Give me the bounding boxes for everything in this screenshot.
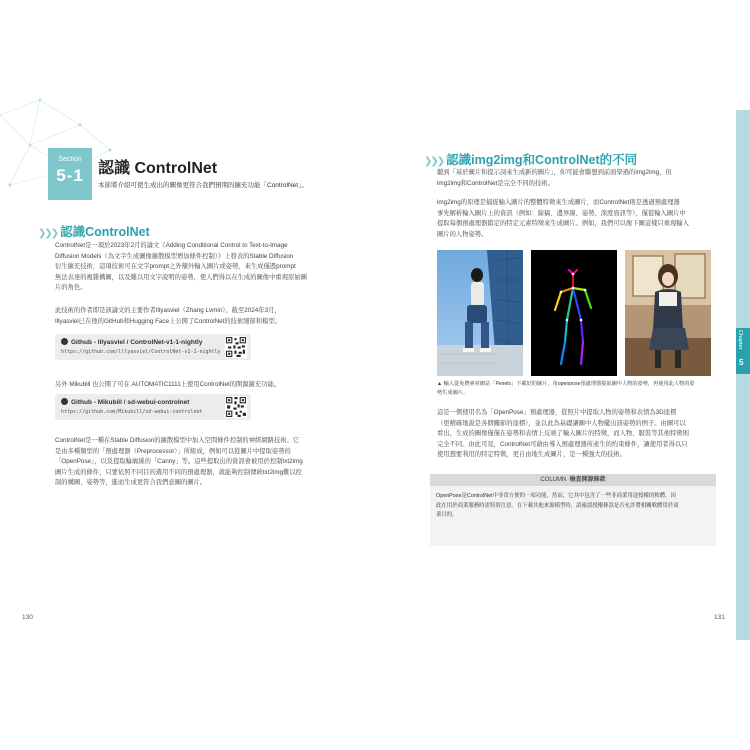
paragraph-mikubill	[55, 380, 345, 391]
text-line: 提取每個預處理器鎖定的特定元素特徵來生成圖片。例如，我們可以像下圖這樣只重現輸入	[437, 220, 689, 228]
github-link-card[interactable]	[55, 334, 251, 360]
text-line: ControlNet是一種在Stable Diffusion的擴散模型中加入空間條件控制的神經網路技術。它	[55, 437, 300, 444]
caption-line: ▲ 輸入從免費素材網站「Pexels」下載好的圖片，用openpose預處理器提取圖中人物的姿勢，再使用此人物的姿	[437, 381, 695, 387]
page-number-right: 131	[714, 614, 725, 621]
text-line: ControlNet是一項於2023年2月的論文《Adding Conditional Control to Text-to-Image	[55, 242, 288, 249]
text-line: 另外 Mikubill 也公開了可在 AUTOMATIC1111上使用ControlNet的開源擴充功能。	[55, 381, 281, 388]
section-subtitle: 本節將介紹可使生成出的圖像更符合我們預期的擴充功能「ControlNet」。	[98, 182, 308, 189]
text-line: 片的角色。	[55, 284, 87, 292]
section-badge	[48, 148, 92, 200]
text-line: 「OpenPose」，以及提取輪廓線的「Canny」等。這些提取出的資訊會被用於控制txt2img	[55, 458, 303, 466]
text-line: 是由多種類型的「預處理器（Preprocessor）」所組成，例如可以從圖片中提取姿勢的	[55, 447, 291, 455]
chevron-right-icon: ❯❯❯	[424, 156, 444, 167]
paragraph-openpose-example	[437, 408, 717, 461]
text-line: 無法表達的複雜構圖，以及難以用文字說明的姿勢，使人們得以在生成的圖像中重現原始圖	[55, 273, 307, 281]
openpose-skeleton-image	[531, 250, 617, 376]
caption-line: 勢生成圖片。	[437, 389, 469, 396]
page-number-left: 130	[22, 614, 33, 621]
chevron-right-icon: ❯❯❯	[38, 228, 58, 239]
github-icon	[61, 338, 68, 345]
heading-text: 認識ControlNet	[60, 225, 150, 239]
text-line: 這是一個使用名為「OpenPose」預處理器，從照片中提取人物的姿勢和表情為3D座標	[437, 409, 677, 416]
text-line: 事先解析輸入圖片上的資訊（例如：線稿、邊界線、姿勢、深度資訊等），僅從輸入圖片中	[437, 209, 686, 217]
input-photo-image	[437, 250, 523, 376]
text-line: 制的構圖、姿勢等，進而生成更符合我們意圖的圖片。	[55, 479, 207, 487]
text-line: img2img的原理是捕捉輸入圖片的整體特徵來生成圖片，而ControlNet則是透過預處理器	[437, 199, 680, 206]
qr-code-icon	[225, 336, 247, 358]
heading-text: 認識img2img和ControlNet的不同	[446, 153, 638, 167]
paragraph-intro	[55, 241, 345, 294]
qr-code-icon	[225, 396, 247, 418]
text-line: Diffusion Models（為文字生成圖像擴散模型增加條件控制）》上發表的Stable Diffusion	[55, 252, 294, 260]
github-card-title	[61, 338, 202, 346]
text-line: Illyasviel已在他的GitHub和Hugging Face上公開了ControlNet的技術細節和模型。	[55, 317, 282, 325]
github-title-text: Github - lllyasviel / ControlNet-v1-1-nightly	[71, 339, 203, 346]
text-line: 此技術的作者即是該論文的主要作者Illyasviel（Zhang Lvmin）。截至2024年3月，	[55, 307, 281, 314]
github-card-title	[61, 398, 189, 406]
chapter-label: Chapter	[737, 330, 743, 350]
github-url: https://github.com/lllyasviel/ControlNet-v1-1-nightly	[61, 349, 221, 355]
github-icon	[61, 398, 68, 405]
section-number: 5-1	[56, 166, 84, 185]
heading-img2img-vs-controlnet	[424, 150, 637, 168]
github-url: https://github.com/Mikubill/sd-webui-controlnet	[61, 409, 203, 415]
chapter-side-tab	[736, 110, 750, 640]
column-title: 檢查開源條款	[569, 477, 606, 483]
text-line: 此在用於商業服務時需特別注意。在下載其他來源模型時，請確認授權條款是否允許將相關軟體用於商	[436, 502, 679, 509]
text-line: 完全不同。由此可見，ControlNet可藉由導入預處理器所產生的約束條件，讓使用者得以只	[437, 440, 688, 448]
column-note-box	[430, 474, 716, 546]
heading-controlnet	[38, 222, 150, 240]
page-title: 認識 ControlNet	[98, 160, 218, 177]
column-header	[430, 474, 716, 486]
text-line: 圖片的人物姿勢。	[437, 230, 488, 238]
github-title-text: Github - Mikubill / sd-webui-controlnet	[71, 399, 190, 406]
text-line: 業目的。	[436, 512, 458, 519]
github-link-card[interactable]	[55, 394, 251, 420]
paragraph-controlnet-detail	[55, 436, 345, 489]
text-line: 看出，生成的圖像僅僅在姿勢和表情上反映了輸入圖片的特徵，而人物、服裝等其他特徵則	[437, 430, 689, 438]
generated-image	[625, 250, 711, 376]
paragraph-img2img-intro	[437, 168, 717, 189]
text-line: img2img和ControlNet是完全不同的技術。	[437, 179, 554, 187]
text-line: 圖片生成的條件，只要依照不同目的選用不同的預處理器，就能夠控制傳統txt2img難以控	[55, 468, 302, 476]
column-tag: COLUMN	[540, 477, 567, 483]
paragraph-img2img-principle	[437, 198, 717, 240]
text-line: 聽到「基於圖片和提示詞來生成新的圖片」，你可能會聯想到前面學過的img2img，但	[437, 169, 672, 176]
image-caption	[437, 380, 712, 397]
text-line: 衍生擴充技術，這項技術可在文字prompt之外額外輸入圖片或姿勢，來生成僅憑prompt	[55, 263, 296, 271]
chapter-number: 5	[739, 358, 744, 367]
text-line: OpenPose是ControlNet中非常方便的一項功能，然而，它其中包含了一些非商業用途授權的軟體，因	[436, 493, 676, 499]
section-label: Section	[58, 156, 82, 163]
text-line: 使用想要利用的特定特徵，更自由地生成圖片，是一種強大的技術。	[437, 451, 626, 459]
paragraph-author	[55, 306, 345, 327]
column-body	[436, 492, 710, 521]
text-line: （更精確地說是各個關節的座標），並以此為基礎讓圖中人物擺出該姿勢的例子。由圖可以	[437, 419, 686, 427]
